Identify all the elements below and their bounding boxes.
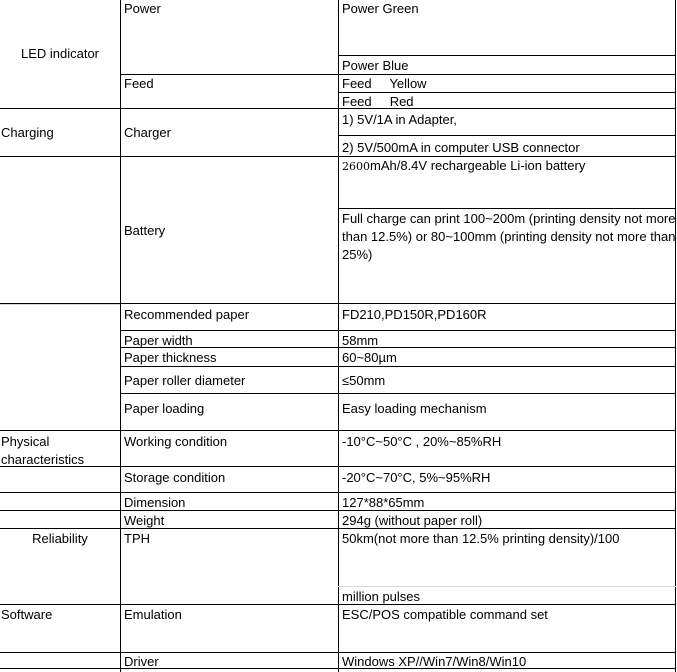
- paper-width-label: Paper width: [124, 333, 193, 348]
- category-led-indicator: LED indicator: [20, 46, 100, 61]
- vline-right: [675, 0, 676, 672]
- weight-label: Weight: [124, 513, 165, 528]
- storage-condition-value: -20°C~70°C, 5%~95%RH: [342, 470, 491, 485]
- tph-value-continued: million pulses: [342, 589, 421, 604]
- category-reliability: Reliability: [32, 531, 88, 546]
- battery-note: Full charge can print 100~200m (printing density not more than 12.5%) or 80~100mm (printing density not more than 25%): [342, 211, 676, 262]
- recommended-paper-label: Recommended paper: [124, 307, 250, 322]
- hline-partial: [120, 393, 676, 394]
- driver-value: Windows XP//Win7/Win8/Win10: [342, 654, 527, 669]
- hline-partial: [120, 74, 676, 75]
- hline-partial: [120, 330, 676, 331]
- category-software: Software: [1, 607, 53, 622]
- hline-full: [0, 430, 676, 431]
- hline-full: [0, 492, 676, 493]
- led-power-label: Power: [124, 1, 161, 16]
- driver-label: Driver: [124, 654, 159, 669]
- recommended-paper-value: FD210,PD150R,PD160R: [342, 307, 487, 322]
- hline-full: [0, 652, 676, 653]
- category-physical: Physical characteristics: [1, 434, 85, 467]
- led-feed-red: Feed Red: [342, 94, 414, 109]
- vline-col1: [120, 0, 121, 672]
- paper-loading-value: Easy loading mechanism: [342, 401, 487, 416]
- emulation-value: ESC/POS compatible command set: [342, 607, 548, 622]
- category-charging: Charging: [1, 125, 54, 140]
- paper-loading-label: Paper loading: [124, 401, 205, 416]
- led-power-blue: Power Blue: [342, 58, 409, 73]
- hline-partial: [120, 366, 676, 367]
- weight-value: 294g (without paper roll): [342, 513, 483, 528]
- roller-diameter-label: Paper roller diameter: [124, 373, 246, 388]
- tph-value: 50km(not more than 12.5% printing density)/100: [342, 531, 620, 546]
- storage-condition-label: Storage condition: [124, 470, 226, 485]
- led-power-green: Power Green: [342, 1, 419, 16]
- hline-partial: [338, 55, 676, 56]
- dimension-value: 127*88*65mm: [342, 495, 425, 510]
- hline-full: [0, 156, 676, 157]
- dimension-label: Dimension: [124, 495, 186, 510]
- hline-partial: [338, 208, 676, 209]
- roller-diameter-value: ≤50mm: [342, 373, 386, 388]
- battery-capacity: 2600: [342, 160, 370, 173]
- hline-partial: [338, 92, 676, 93]
- led-feed-yellow: Feed Yellow: [342, 76, 427, 91]
- battery-label: Battery: [124, 223, 166, 238]
- hline-light: [0, 304, 120, 305]
- working-condition-label: Working condition: [124, 434, 228, 449]
- tph-label: TPH: [124, 531, 150, 546]
- working-condition-value: -10°C~50°C , 20%~85%RH: [342, 434, 502, 449]
- hline-partial: [338, 135, 676, 136]
- paper-thickness-label: Paper thickness: [124, 350, 217, 365]
- hline-full: [0, 604, 676, 605]
- paper-width-value: 58mm: [342, 333, 379, 348]
- hline-full: [0, 510, 676, 511]
- hline-partial: [120, 347, 676, 348]
- charger-label: Charger: [124, 125, 171, 140]
- hline-light: [338, 586, 676, 587]
- hline-full: [0, 668, 676, 669]
- emulation-label: Emulation: [124, 607, 182, 622]
- led-feed-label: Feed: [124, 76, 154, 91]
- battery-spec-text: mAh/8.4V rechargeable Li-ion battery: [370, 158, 586, 173]
- paper-thickness-value: 60~80µm: [342, 350, 397, 365]
- battery-spec: [342, 158, 585, 175]
- hline-full: [0, 528, 676, 529]
- vline-col2: [338, 0, 339, 672]
- hline-full: [0, 108, 676, 109]
- charger-adapter: 1) 5V/1A in Adapter,: [342, 112, 457, 127]
- charger-usb: 2) 5V/500mA in computer USB connector: [342, 140, 580, 155]
